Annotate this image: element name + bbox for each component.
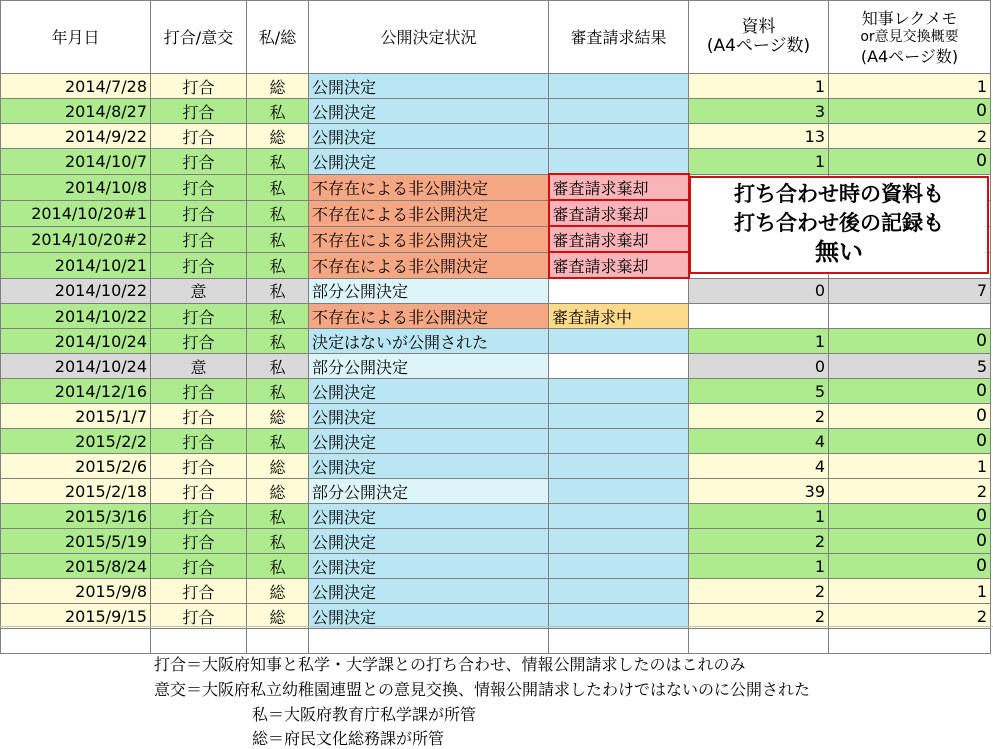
cell-date[interactable]: 2015/9/15 [1,604,151,629]
cell-status[interactable]: 公開決定 [309,554,549,579]
cell-status[interactable]: 公開決定 [309,99,549,124]
note-line3: 無い [815,238,863,266]
cell-type[interactable]: 打合 [151,554,247,579]
cell-status[interactable]: 部分公開決定 [309,479,549,504]
cell-status[interactable]: 不存在による非公開決定 [309,252,549,278]
cell-review[interactable] [549,554,689,579]
empty-row [1,629,991,654]
cell-kind[interactable]: 私 [247,354,309,379]
cell-memo[interactable]: 2 [829,479,991,504]
cell-date[interactable]: 2014/10/20#1 [1,200,151,226]
cell-status[interactable]: 部分公開決定 [309,278,549,304]
header-kind[interactable]: 私/総 [247,1,309,74]
cell-status[interactable]: 決定はないが公開された [309,329,549,354]
legend-line-4: 総＝府民文化総務課が所管 [252,729,445,748]
cell-docs[interactable]: 39 [689,479,829,504]
table-row [1,454,991,479]
cell-memo[interactable]: 0 [829,554,991,579]
cell-memo[interactable]: 1 [829,454,991,479]
table-row [1,304,991,329]
cell-status[interactable]: 公開決定 [309,404,549,429]
empty-cell[interactable] [549,629,689,654]
cell-kind[interactable]: 私 [247,529,309,554]
cell-review[interactable] [549,124,689,149]
cell-type[interactable]: 打合 [151,504,247,529]
cell-kind[interactable]: 総 [247,479,309,504]
cell-date[interactable]: 2014/10/21 [1,252,151,278]
cell-memo[interactable] [829,304,991,329]
cell-memo[interactable]: 1 [829,579,991,604]
cell-docs[interactable]: 2 [689,404,829,429]
cell-kind[interactable]: 私 [247,429,309,454]
cell-memo[interactable]: 0 [829,329,991,354]
cell-review[interactable] [549,404,689,429]
cell-review[interactable] [549,479,689,504]
cell-kind[interactable]: 総 [247,579,309,604]
table-row [1,278,991,304]
empty-cell[interactable] [829,629,991,654]
cell-kind[interactable]: 私 [247,174,309,200]
cell-kind[interactable]: 私 [247,226,309,252]
cell-type[interactable]: 打合 [151,200,247,226]
cell-kind[interactable]: 私 [247,278,309,304]
cell-kind[interactable]: 私 [247,504,309,529]
cell-date[interactable]: 2014/10/24 [1,329,151,354]
cell-memo[interactable]: 0 [829,429,991,454]
empty-cell[interactable] [1,629,151,654]
header-date[interactable]: 年月日 [1,1,151,74]
cell-status[interactable]: 公開決定 [309,124,549,149]
cell-kind[interactable]: 私 [247,304,309,329]
cell-date[interactable]: 2014/9/22 [1,124,151,149]
table-row [1,379,991,404]
cell-docs[interactable] [689,304,829,329]
cell-review[interactable] [549,354,689,379]
cell-review[interactable] [549,529,689,554]
cell-date[interactable]: 2014/10/8 [1,174,151,200]
cell-kind[interactable]: 総 [247,604,309,629]
cell-status[interactable]: 不存在による非公開決定 [309,304,549,329]
cell-type[interactable]: 打合 [151,404,247,429]
note-line1: 打ち合わせ時の資料も [734,182,944,206]
cell-review[interactable] [549,579,689,604]
cell-date[interactable]: 2015/2/18 [1,479,151,504]
cell-docs[interactable]: 4 [689,429,829,454]
cell-status[interactable]: 公開決定 [309,504,549,529]
cell-docs[interactable]: 0 [689,354,829,379]
cell-date[interactable]: 2014/7/28 [1,74,151,99]
cell-type[interactable]: 打合 [151,252,247,278]
cell-kind[interactable]: 私 [247,329,309,354]
cell-memo[interactable]: 2 [829,124,991,149]
cell-date[interactable]: 2014/10/20#2 [1,226,151,252]
cell-docs[interactable]: 0 [689,278,829,304]
cell-docs[interactable]: 3 [689,99,829,124]
cell-date[interactable]: 2015/2/2 [1,429,151,454]
table-row [1,579,991,604]
cell-memo[interactable]: 0 [829,149,991,175]
cell-review[interactable] [549,99,689,124]
table-row [1,504,991,529]
cell-kind[interactable]: 私 [247,99,309,124]
cell-status[interactable]: 公開決定 [309,74,549,99]
cell-status[interactable]: 公開決定 [309,529,549,554]
cell-date[interactable]: 2014/12/16 [1,379,151,404]
cell-docs[interactable]: 2 [689,579,829,604]
cell-review[interactable] [549,74,689,99]
cell-date[interactable]: 2015/5/19 [1,529,151,554]
cell-docs[interactable]: 1 [689,149,829,175]
cell-review[interactable]: 審査請求棄却 [549,252,689,278]
cell-type[interactable]: 意 [151,354,247,379]
cell-type[interactable]: 打合 [151,604,247,629]
cell-kind[interactable]: 私 [247,149,309,175]
cell-type[interactable]: 打合 [151,226,247,252]
header-row [1,1,991,74]
empty-cell[interactable] [247,629,309,654]
cell-kind[interactable]: 私 [247,379,309,404]
cell-review[interactable] [549,149,689,175]
cell-type[interactable]: 打合 [151,379,247,404]
cell-memo[interactable]: 7 [829,278,991,304]
cell-kind[interactable]: 総 [247,454,309,479]
cell-date[interactable]: 2015/3/16 [1,504,151,529]
cell-review[interactable] [549,329,689,354]
cell-date[interactable]: 2015/9/8 [1,579,151,604]
cell-date[interactable]: 2015/1/7 [1,404,151,429]
cell-status[interactable]: 公開決定 [309,379,549,404]
cell-type[interactable]: 打合 [151,454,247,479]
table-row [1,99,991,124]
cell-memo[interactable]: 0 [829,504,991,529]
cell-review[interactable]: 審査請求棄却 [549,200,689,226]
cell-date[interactable]: 2014/10/24 [1,354,151,379]
cell-kind[interactable]: 総 [247,74,309,99]
cell-type[interactable]: 打合 [151,479,247,504]
table-row [1,554,991,579]
table-row [1,354,991,379]
empty-cell[interactable] [689,629,829,654]
no-record-note [689,176,989,274]
cell-docs[interactable]: 1 [689,554,829,579]
cell-docs[interactable]: 1 [689,504,829,529]
table-row [1,329,991,354]
header-review[interactable]: 審査請求結果 [549,1,689,74]
empty-cell[interactable] [151,629,247,654]
cell-review[interactable]: 審査請求棄却 [549,226,689,252]
cell-status[interactable]: 不存在による非公開決定 [309,200,549,226]
cell-type[interactable]: 打合 [151,124,247,149]
header-memo-line3: (A4ページ数) [860,46,959,66]
cell-date[interactable]: 2014/10/22 [1,304,151,329]
cell-status[interactable]: 部分公開決定 [309,354,549,379]
empty-cell[interactable] [309,629,549,654]
cell-type[interactable]: 打合 [151,74,247,99]
cell-review[interactable] [549,278,689,304]
cell-review[interactable] [549,604,689,629]
cell-type[interactable]: 打合 [151,579,247,604]
note-line2: 打ち合わせ後の記録も [734,211,944,235]
cell-kind[interactable]: 総 [247,404,309,429]
cell-type[interactable]: 打合 [151,99,247,124]
header-docs-line2: (A4ページ数) [706,36,811,56]
cell-date[interactable]: 2014/10/7 [1,149,151,175]
header-docs[interactable] [689,1,829,74]
cell-date[interactable]: 2015/8/24 [1,554,151,579]
cell-status[interactable]: 不存在による非公開決定 [309,226,549,252]
cell-status[interactable]: 不存在による非公開決定 [309,174,549,200]
cell-memo[interactable]: 0 [829,99,991,124]
divider [0,626,993,627]
table-body [1,74,991,629]
cell-type[interactable]: 打合 [151,304,247,329]
cell-review[interactable] [549,504,689,529]
table-row [1,149,991,175]
cell-type[interactable]: 打合 [151,174,247,200]
cell-review[interactable]: 審査請求中 [549,304,689,329]
cell-status[interactable]: 公開決定 [309,454,549,479]
table-row [1,74,991,99]
cell-review[interactable] [549,429,689,454]
cell-type[interactable]: 打合 [151,329,247,354]
cell-memo[interactable]: 0 [829,529,991,554]
cell-docs[interactable]: 1 [689,329,829,354]
cell-docs[interactable]: 2 [689,604,829,629]
cell-kind[interactable]: 総 [247,124,309,149]
legend-line-2: 意交＝大阪府私立幼稚園連盟との意見交換、情報公開請求したわけではないのに公開された [154,680,811,699]
cell-memo[interactable]: 2 [829,604,991,629]
cell-type[interactable]: 打合 [151,529,247,554]
cell-type[interactable]: 意 [151,278,247,304]
table-row [1,529,991,554]
cell-date[interactable]: 2015/2/6 [1,454,151,479]
cell-memo[interactable]: 1 [829,74,991,99]
cell-date[interactable]: 2014/8/27 [1,99,151,124]
legend-line-1: 打合＝大阪府知事と私学・大学課との打ち合わせ、情報公開請求したのはこれのみ [154,655,746,674]
cell-docs[interactable]: 13 [689,124,829,149]
cell-kind[interactable]: 私 [247,554,309,579]
cell-docs[interactable]: 2 [689,529,829,554]
header-status[interactable]: 公開決定状況 [309,1,549,74]
table-row [1,479,991,504]
cell-type[interactable]: 打合 [151,429,247,454]
cell-memo[interactable]: 0 [829,404,991,429]
cell-status[interactable]: 公開決定 [309,429,549,454]
legend-line-3: 私＝大阪府教育庁私学課が所管 [252,705,477,724]
header-memo-line1: 知事レクメモ [861,8,958,28]
cell-status[interactable]: 公開決定 [309,604,549,629]
cell-type[interactable]: 打合 [151,149,247,175]
cell-docs[interactable]: 1 [689,74,829,99]
table-row [1,604,991,629]
table-row [1,429,991,454]
cell-status[interactable]: 公開決定 [309,149,549,175]
cell-memo[interactable]: 0 [829,379,991,404]
table-row [1,404,991,429]
header-memo-line2: or意見交換概要 [860,28,959,45]
cell-docs[interactable]: 5 [689,379,829,404]
header-type[interactable]: 打合/意交 [151,1,247,74]
cell-review[interactable]: 審査請求棄却 [549,174,689,200]
cell-date[interactable]: 2014/10/22 [1,278,151,304]
cell-review[interactable] [549,379,689,404]
header-memo[interactable] [829,1,991,74]
cell-memo[interactable]: 5 [829,354,991,379]
cell-docs[interactable]: 4 [689,454,829,479]
cell-kind[interactable]: 私 [247,200,309,226]
header-docs-line1: 資料 [741,17,776,37]
table-row [1,124,991,149]
cell-status[interactable]: 公開決定 [309,579,549,604]
cell-kind[interactable]: 私 [247,252,309,278]
cell-review[interactable] [549,454,689,479]
